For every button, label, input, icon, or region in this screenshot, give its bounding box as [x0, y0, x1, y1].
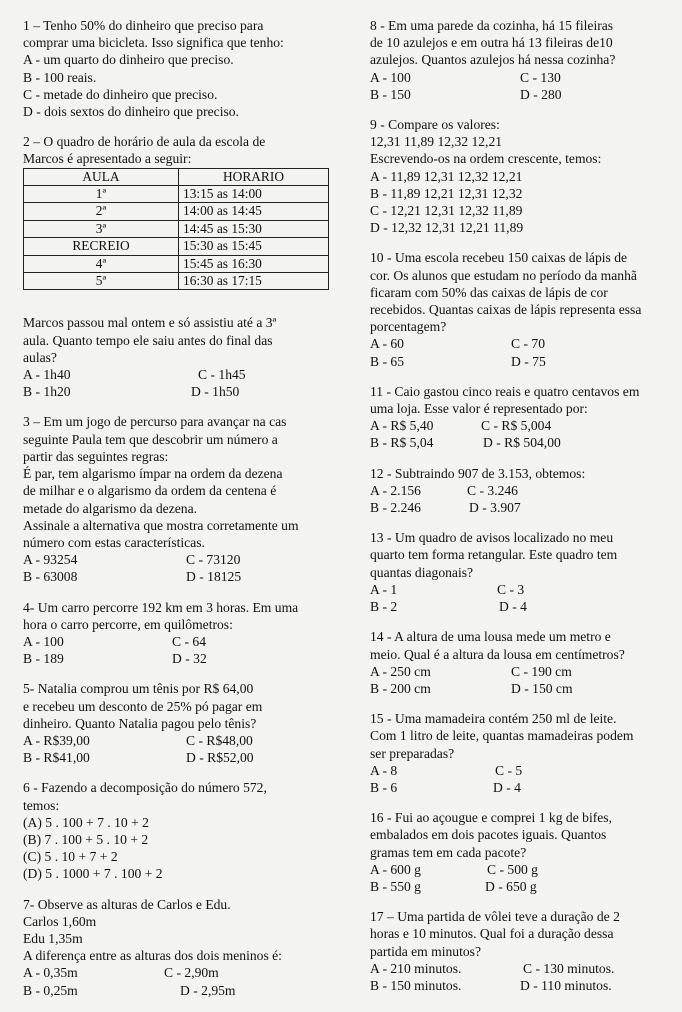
question-text: Edu 1,35m: [23, 930, 83, 946]
option-a: A - 210 minutos.: [370, 960, 462, 976]
options-row: [23, 366, 343, 383]
question-text: ficaram com 50% das caixas de lápis de cor: [370, 284, 608, 300]
option-d: D - 280: [520, 86, 562, 102]
option-d: D - 2,95m: [180, 982, 236, 998]
question-text: quarto tem forma retangular. Este quadro tem: [370, 547, 618, 563]
option-b: B - 0,25m: [23, 982, 78, 998]
options-row: [23, 982, 343, 999]
question-text: 17 – Uma partida de vôlei teve a duração de 2: [370, 909, 620, 925]
option-d: D - 650 g: [485, 878, 537, 894]
option-b: B - 11,89 12,21 12,31 12,32: [370, 185, 523, 201]
question-text: porcentagem?: [370, 319, 447, 335]
cell-aula: 3ª: [24, 220, 179, 237]
question-11: [370, 383, 675, 452]
options-row: [370, 69, 675, 86]
question-text: Marcos é apresentado a seguir:: [23, 151, 192, 167]
question-text: 16 - Fui ao açougue e comprei 1 kg de bifes,: [370, 810, 612, 826]
question-text: 4- Um carro percorre 192 km em 3 horas. Em uma: [23, 599, 299, 615]
option-a: A - 1: [370, 581, 398, 597]
option-c: C - 3.246: [467, 482, 518, 498]
option-c: C - 2,90m: [164, 965, 219, 981]
question-text: 6 - Fazendo a decomposição do número 572,: [23, 780, 267, 796]
option-b: B - 150: [370, 86, 411, 102]
question-text: embalados em dois pacotes iguais. Quantos: [370, 827, 607, 843]
option-c: C - R$ 5,004: [481, 418, 552, 434]
table-row: [24, 220, 329, 237]
question-text: 12 - Subtraindo 907 de 3.153, obtemos:: [370, 465, 586, 481]
question-text: 13 - Um quadro de avisos localizado no meu: [370, 530, 614, 546]
option-a: A - 100: [23, 633, 64, 649]
option-d: D - 150 cm: [511, 680, 573, 696]
option-a: A - 100: [370, 69, 411, 85]
question-text: aulas?: [23, 349, 57, 365]
question-text: quantas diagonais?: [370, 564, 474, 580]
options-row: [23, 551, 343, 568]
table-row: [24, 186, 329, 203]
question-text: dinheiro. Quanto Natalia pagou pelo tênis?: [23, 715, 257, 731]
options-row: [370, 960, 675, 977]
question-text: ser preparadas?: [370, 745, 455, 761]
cell-horario: 14:00 as 14:45: [179, 203, 329, 220]
question-text: cor. Os alunos que estudam no período da manhã: [370, 267, 637, 283]
question-15: [370, 710, 675, 796]
cell-horario: 15:45 as 16:30: [179, 255, 329, 272]
option-b: B - 150 minutos.: [370, 977, 462, 993]
question-3: [23, 413, 343, 585]
question-8: [370, 17, 675, 103]
option-c: C - metade do dinheiro que preciso.: [23, 86, 218, 102]
question-text: 1 – Tenho 50% do dinheiro que preciso para: [23, 18, 264, 33]
options-row: [370, 779, 675, 796]
question-text: Escrevendo-os na ordem crescente, temos:: [370, 151, 602, 167]
options-row: [370, 353, 675, 370]
option-c: C - R$48,00: [186, 732, 253, 748]
option-c: C - 64: [172, 633, 206, 649]
option-b: B - 63008: [23, 569, 78, 585]
option-d: D - dois sextos do dinheiro que preciso.: [23, 104, 239, 120]
cell-aula: 5ª: [24, 273, 179, 290]
option-a: A - 0,35m: [23, 965, 78, 981]
question-text: número com estas características.: [23, 534, 205, 550]
option-a: A - R$39,00: [23, 732, 90, 748]
option-b: B - R$41,00: [23, 750, 90, 766]
option-a: A - R$ 5,40: [370, 418, 434, 434]
options-row: [370, 499, 675, 516]
options-row: [370, 86, 675, 103]
question-text: 9 - Compare os valores:: [370, 117, 500, 133]
question-text: horas e 10 minutos. Qual foi a duração dessa: [370, 926, 614, 942]
question-text: metade do algarismo da dezena.: [23, 500, 197, 516]
question-4: [23, 599, 343, 668]
option-a: A - 93254: [23, 552, 78, 568]
option-b: B - 2: [370, 599, 398, 615]
option-d: D - 12,32 12,31 12,21 11,89: [370, 220, 524, 236]
question-text: azulejos. Quantos azulejos há nessa cozinha?: [370, 52, 616, 68]
right-column: [370, 17, 675, 1007]
question-17: [370, 908, 675, 994]
options-row: [370, 977, 675, 994]
question-5: [23, 680, 343, 766]
option-b: B - 6: [370, 779, 398, 795]
question-text: 11 - Caio gastou cinco reais e quatro centavos em: [370, 383, 640, 399]
table-header-row: [24, 168, 329, 185]
option-d: D - 3.907: [469, 500, 521, 516]
question-text: gramas tem em cada pacote?: [370, 844, 527, 860]
question-16: [370, 809, 675, 895]
option-a: (A) 5 . 100 + 7 . 10 + 2: [23, 814, 149, 830]
option-c: C - 5: [495, 762, 523, 778]
option-a: A - 2.156: [370, 482, 421, 498]
cell-aula: 2ª: [24, 203, 179, 220]
option-c: (C) 5 . 10 + 7 + 2: [23, 849, 118, 865]
question-text: 7- Observe as alturas de Carlos e Edu.: [23, 896, 231, 912]
cell-aula: RECREIO: [24, 238, 179, 255]
option-a: A - 11,89 12,31 12,32 12,21: [370, 168, 523, 184]
question-text: de milhar e o algarismo da ordem da centena é: [23, 483, 277, 499]
cell-aula: 1ª: [24, 186, 179, 203]
question-2: [23, 133, 343, 400]
option-c: C - 12,21 12,31 12,32 11,89: [370, 203, 523, 219]
option-a: A - 1h40: [23, 367, 71, 383]
option-b: B - 1h20: [23, 384, 71, 400]
question-text: Marcos passou mal ontem e só assistiu até a 3ª: [23, 315, 277, 331]
options-row: [370, 482, 675, 499]
option-a: A - 8: [370, 762, 398, 778]
option-c: C - 3: [497, 581, 525, 597]
cell-horario: 14:45 as 15:30: [179, 220, 329, 237]
question-text: comprar uma bicicleta. Isso significa que tenho:: [23, 35, 284, 51]
options-row: [370, 598, 675, 615]
question-text: 10 - Uma escola recebeu 150 caixas de lápis de: [370, 250, 628, 266]
options-row: [370, 680, 675, 697]
question-text: seguinte Paula tem que descobrir um número a: [23, 431, 278, 447]
option-b: B - 65: [370, 353, 404, 369]
question-10: [370, 249, 675, 369]
option-c: C - 130: [520, 69, 561, 85]
options-row: [23, 633, 343, 650]
option-c: C - 73120: [186, 552, 241, 568]
cell-horario: 13:15 as 14:00: [179, 186, 329, 203]
question-text: uma loja. Esse valor é representado por:: [370, 401, 588, 417]
options-row: [23, 964, 343, 981]
options-row: [370, 663, 675, 680]
option-d: D - R$52,00: [186, 750, 254, 766]
option-b: B - 200 cm: [370, 680, 431, 696]
question-text: partida em minutos?: [370, 943, 481, 959]
question-text: É par, tem algarismo ímpar na ordem da dezena: [23, 466, 283, 482]
question-text: hora o carro percorre, em quilômetros:: [23, 616, 233, 632]
options-row: [23, 383, 343, 400]
options-row: [370, 762, 675, 779]
column-header-aula: AULA: [24, 168, 179, 185]
question-1: [23, 17, 343, 120]
question-text: A diferença entre as alturas dos dois meninos é:: [23, 948, 282, 964]
question-13: [370, 529, 675, 615]
cell-aula: 4ª: [24, 255, 179, 272]
option-b: B - 189: [23, 651, 64, 667]
question-text: 3 – Em um jogo de percurso para avançar na cas: [23, 414, 287, 430]
table-row: [24, 255, 329, 272]
option-a: A - um quarto do dinheiro que preciso.: [23, 52, 234, 68]
option-b: B - 550 g: [370, 878, 421, 894]
option-d: D - 110 minutos.: [520, 977, 612, 993]
question-text: 14 - A altura de uma lousa mede um metro e: [370, 629, 611, 645]
option-c: C - 190 cm: [511, 663, 572, 679]
schedule-table: [23, 168, 329, 291]
option-c: C - 130 minutos.: [523, 960, 615, 976]
question-text: 5- Natalia comprou um tênis por R$ 64,00: [23, 681, 254, 697]
option-d: D - 18125: [186, 569, 242, 585]
question-text: 12,31 11,89 12,32 12,21: [370, 134, 503, 150]
question-text: partir das seguintes regras:: [23, 448, 169, 464]
option-a: A - 600 g: [370, 861, 421, 877]
options-row: [23, 749, 343, 766]
question-text: Com 1 litro de leite, quantas mamadeiras podem: [370, 728, 634, 744]
options-row: [370, 417, 675, 434]
question-text: meio. Qual é a altura da lousa em centímetros?: [370, 646, 625, 662]
question-text: 15 - Uma mamadeira contém 250 ml de leite.: [370, 711, 617, 727]
option-d: D - 4: [493, 779, 521, 795]
option-b: B - 100 reais.: [23, 69, 97, 85]
left-column: [23, 17, 343, 1012]
cell-horario: 16:30 as 17:15: [179, 273, 329, 290]
option-d: D - 4: [499, 599, 527, 615]
options-row: [370, 335, 675, 352]
cell-horario: 15:30 as 15:45: [179, 238, 329, 255]
table-row: [24, 238, 329, 255]
option-d: (D) 5 . 1000 + 7 . 100 + 2: [23, 866, 163, 882]
options-row: [370, 581, 675, 598]
question-text: recebidos. Quantas caixas de lápis representa essa: [370, 302, 642, 318]
options-row: [370, 434, 675, 451]
option-b: B - R$ 5,04: [370, 435, 434, 451]
question-text: 2 – O quadro de horário de aula da escola de: [23, 134, 266, 150]
options-row: [23, 568, 343, 585]
options-row: [23, 650, 343, 667]
column-header-horario: HORARIO: [179, 168, 329, 185]
options-row: [370, 878, 675, 895]
option-a: A - 60: [370, 336, 404, 352]
question-7: [23, 896, 343, 999]
question-text: 8 - Em uma parede da cozinha, há 15 fileiras: [370, 18, 614, 33]
option-b: B - 2.246: [370, 500, 421, 516]
question-text: Assinale a alternativa que mostra corretamente um: [23, 517, 299, 533]
option-b: (B) 7 . 100 + 5 . 10 + 2: [23, 831, 149, 847]
question-12: [370, 465, 675, 517]
options-row: [370, 861, 675, 878]
question-text: aula. Quanto tempo ele saiu antes do final das: [23, 332, 273, 348]
option-d: D - R$ 504,00: [483, 435, 561, 451]
option-c: C - 500 g: [487, 861, 538, 877]
question-6: [23, 779, 343, 882]
option-c: C - 70: [511, 336, 545, 352]
question-text: de 10 azulejos e em outra há 13 fileiras de10: [370, 35, 613, 51]
option-a: A - 250 cm: [370, 663, 431, 679]
options-row: [23, 732, 343, 749]
table-row: [24, 273, 329, 290]
option-d: D - 32: [172, 651, 207, 667]
question-9: [370, 116, 675, 236]
question-text: Carlos 1,60m: [23, 913, 97, 929]
question-14: [370, 628, 675, 697]
option-c: C - 1h45: [198, 367, 246, 383]
option-d: D - 1h50: [191, 384, 240, 400]
table-row: [24, 203, 329, 220]
option-d: D - 75: [511, 353, 546, 369]
question-text: e recebeu um desconto de 25% pó pagar em: [23, 698, 263, 714]
question-text: temos:: [23, 797, 60, 813]
